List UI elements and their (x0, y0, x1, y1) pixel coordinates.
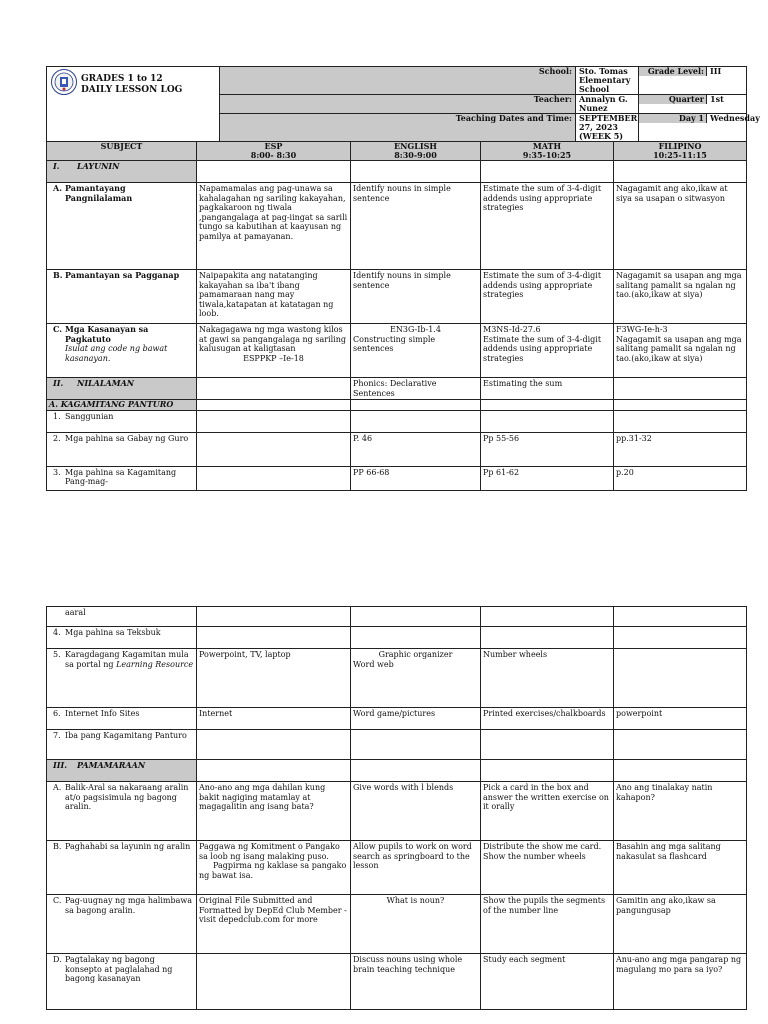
cell-k5-esp: Powerpoint, TV, laptop (197, 649, 351, 708)
row-pamantayan-sa-pagganap: B. Pamantayan sa Pagganap (47, 270, 197, 324)
row-iba-pang-kagamitan: 7. Iba pang Kagamitang Panturo (47, 730, 197, 760)
subject-header: SUBJECT (47, 142, 197, 161)
grade-label: Grade Level: (639, 67, 707, 76)
cell-pd-filipino: Anu-ano ang mga pangarap ng magulang mo para sa iyo? (614, 954, 747, 1010)
cell-k6-math: Printed exercises/chalkboards (481, 708, 614, 730)
cell-k2-math: Pp 55-56 (481, 432, 614, 466)
cell-pa-filipino: Ano ang tinalakay natin kahapon? (614, 782, 747, 841)
cell-pa-esp: Ano-ano ang mga dahilan kung bakit nagiging matamlay at magagalitin ang isang bata? (197, 782, 351, 841)
row-balik-aral: A. Balik-Aral sa nakaraang aralin at/o pagsisimula ng bagong aralin. (47, 782, 197, 841)
school-value: Sto. Tomas Elementary School (576, 67, 639, 95)
cell-b-esp: Naipapakita ang natatanging kakayahan sa iba't ibang pamamaraan nang may tiwala,katapatan at katatagan ng loob. (197, 270, 351, 324)
row-pamantayang-pangnilalaman: A. Pamantayang Pangnilalaman (47, 183, 197, 270)
day-label: Day 1 (639, 114, 707, 123)
cell-pc-esp: Original File Submitted and Formatted by DepEd Club Member - visit depedclub.com for more (197, 895, 351, 954)
section-nilalaman: II. NILALAMAN (47, 378, 197, 400)
cell-k6-filipino: powerpoint (614, 708, 747, 730)
cell-k5-math: Number wheels (481, 649, 614, 708)
cell-nil-esp (197, 378, 351, 400)
esp-header: ESP 8:00- 8:30 (197, 142, 351, 161)
cell-b-math: Estimate the sum of 3-4-digit addends using appropriate strategies (481, 270, 614, 324)
section-kagamitan: A. KAGAMITANG PANTURO (47, 400, 197, 411)
cell-pc-english: What is noun? (351, 895, 481, 954)
cell-k5-english: Graphic organizer Word web (351, 649, 481, 708)
cell-a-filipino: Nagagamit ang ako,ikaw at siya sa usapan o sitwasyon (614, 183, 747, 270)
cell-pc-filipino: Gamitin ang ako,ikaw sa pangungusap (614, 895, 747, 954)
cell-k2-filipino: pp.31-32 (614, 432, 747, 466)
row-sanggunian: 1. Sanggunian (47, 410, 197, 432)
day-value: Wednesday (710, 113, 760, 123)
cell-b-english: Identify nouns in simple sentence (351, 270, 481, 324)
lesson-log-page-2 (46, 606, 746, 1010)
cell-a-english: Identify nouns in simple sentence (351, 183, 481, 270)
row-teksbuk: 4. Mga pahina sa Teksbuk (47, 627, 197, 649)
cell-c-math: M3NS-Id-27.6 Estimate the sum of 3-4-digit addends using appropriate strategies (481, 324, 614, 378)
cell-k3-math: Pp 61-62 (481, 466, 614, 490)
cell-k3-filipino: p.20 (614, 466, 747, 490)
cell-pd-math: Study each segment (481, 954, 614, 1010)
cell-c-filipino: F3WG-Ie-h-3 Nagagamit sa usapan ang mga salitang pamalit sa ngalan ng tao.(ako,ikaw at siya) (614, 324, 747, 378)
deped-seal-icon (51, 69, 77, 95)
lesson-log-page-1 (46, 66, 760, 491)
cell-c-english: EN3G-Ib-1.4 Constructing simple sentences (351, 324, 481, 378)
section-layunin: I. LAYUNIN (47, 161, 197, 183)
cell-a-math: Estimate the sum of 3-4-digit addends using appropriate strategies (481, 183, 614, 270)
math-header: MATH 9:35-10:25 (481, 142, 614, 161)
teacher-value: Annalyn G. Nunez (576, 95, 639, 114)
row-internet-info-sites: 6. Internet Info Sites (47, 708, 197, 730)
cell-b-filipino: Nagagamit sa usapan ang mga salitang pamalit sa ngalan ng tao.(ako,ikaw at siya) (614, 270, 747, 324)
cell-pc-math: Show the pupils the segments of the number line (481, 895, 614, 954)
section-pamamaraan: III. PAMAMARAAN (47, 760, 197, 782)
row-kagamitang-pang-mag-aaral: 3. Mga pahina sa Kagamitang Pang-mag- (47, 466, 197, 490)
dates-label: Teaching Dates and Time: (220, 114, 576, 142)
cell-a-esp: Napamamalas ang pag-unawa sa kahalagahan ng sariling kakayahan, pagkakaroon ng tiwala ,pangangalaga at pag-iingat sa sarili tungo sa kabutihan at kaayusan ng pamilya at pamayanan. (197, 183, 351, 270)
cell-k6-esp: Internet (197, 708, 351, 730)
row-pagtalakay: D. Pagtalakay ng bagong konsepto at paglalahad ng bagong kasanayan (47, 954, 197, 1010)
form-title: GRADES 1 to 12 DAILY LESSON LOG (81, 74, 183, 95)
filipino-header: FILIPINO 10:25-11:15 (614, 142, 747, 161)
cell-k2-english: P. 46 (351, 432, 481, 466)
quarter-value: 1st (710, 94, 724, 104)
grade-value: III (710, 66, 722, 76)
row-gabay-ng-guro: 2. Mga pahina sa Gabay ng Guro (47, 432, 197, 466)
cell-pb-filipino: Basahin ang mga salitang nakasulat sa flashcard (614, 841, 747, 895)
row-pag-uugnay: C. Pag-uugnay ng mga halimbawa sa bagong aralin. (47, 895, 197, 954)
lesson-table-2 (46, 606, 747, 1010)
cell-nil-english: Phonics: Declarative Sentences (351, 378, 481, 400)
school-label: School: (370, 67, 576, 95)
cell-pb-esp: Paggawa ng Komitment o Pangako sa loob ng isang malaking puso. Pagpirma ng kaklase sa pangako ng bawat isa. (197, 841, 351, 895)
cell-k6-english: Word game/pictures (351, 708, 481, 730)
cell-pa-math: Pick a card in the box and answer the written exercise on it orally (481, 782, 614, 841)
lesson-table-1 (46, 141, 747, 491)
quarter-label: Quarter (639, 95, 707, 104)
cell-pb-math: Distribute the show me card. Show the number wheels (481, 841, 614, 895)
cell-c-esp: Nakagagawa ng mga wastong kilos at gawi sa pangangalaga ng sariling kalusugan at kaligtasan ESPPKP –Ie-18 (197, 324, 351, 378)
row-karagdagang-kagamitan: 5. Karagdagang Kagamitan mula sa portal ng Learning Resource (47, 649, 197, 708)
cell-pd-english: Discuss nouns using whole brain teaching technique (351, 954, 481, 1010)
english-header: ENGLISH 8:30-9:00 (351, 142, 481, 161)
cell-k3-english: PP 66-68 (351, 466, 481, 490)
row-pang-mag-aaral-cont: aaral (47, 607, 197, 627)
cell-pa-english: Give words with l blends (351, 782, 481, 841)
cell-nil-filipino (614, 378, 747, 400)
cell-pb-english: Allow pupils to work on word search as springboard to the lesson (351, 841, 481, 895)
dates-value: SEPTEMBER 27, 2023 (WEEK 5) (576, 114, 639, 142)
row-mga-kasanayan: C. Mga Kasanayan sa Pagkatuto Isulat ang code ng bawat kasanayan. (47, 324, 197, 378)
cell-nil-math: Estimating the sum (481, 378, 614, 400)
title-block (47, 67, 220, 142)
cell-pd-esp (197, 954, 351, 1010)
teacher-label: Teacher: (370, 95, 576, 114)
row-paghahabi: B. Paghahabi sa layunin ng aralin (47, 841, 197, 895)
header-table (46, 66, 760, 142)
cell-k5-filipino (614, 649, 747, 708)
